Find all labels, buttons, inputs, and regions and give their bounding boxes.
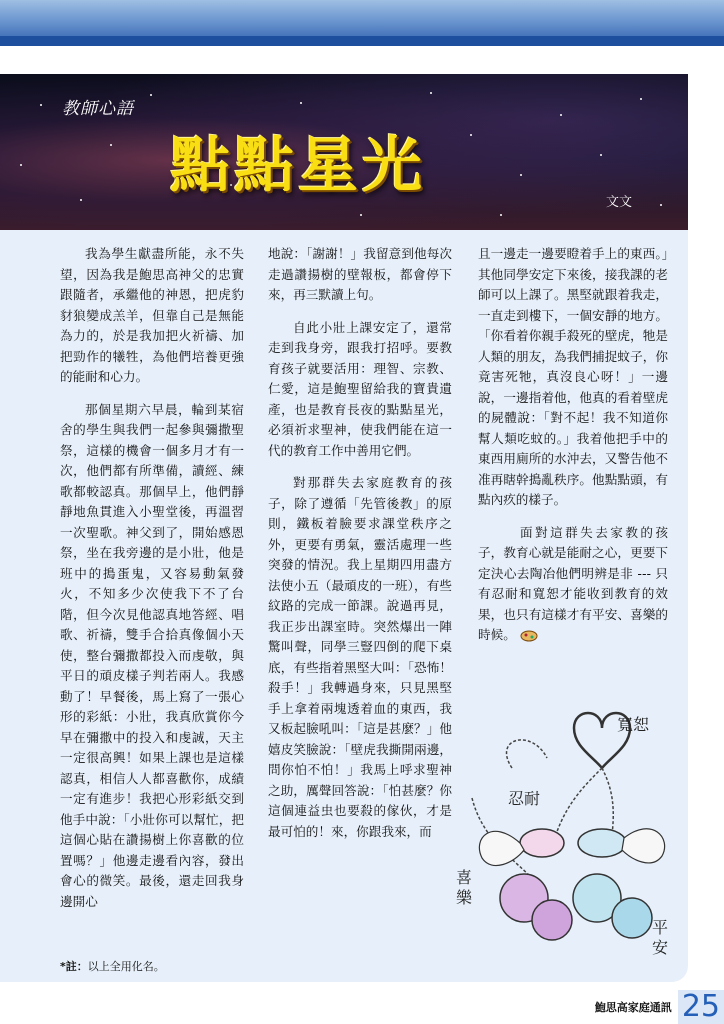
virtue-label: 寬恕 bbox=[617, 715, 650, 734]
article-title: 點點星光 bbox=[170, 131, 426, 201]
header-stripe bbox=[0, 36, 724, 46]
paragraph: 我為學生獻盡所能，永不失望，因為我是鮑思高神父的忠實跟隨者，承繼他的神恩，把虎豹豺狼變成羔羊，但靠自己是無能為力的，於是我加把火祈禱、加把勁作的犧牲，為他們培養更強的能耐和心力。 bbox=[60, 246, 244, 384]
paragraph: 地說：「謝謝！」我留意到他每次走過讚揚樹的壁報板，都會停下來，再三默讀上句。 bbox=[268, 246, 452, 302]
page-footer bbox=[595, 990, 724, 1024]
author-name: 文文 bbox=[606, 195, 633, 210]
paragraph-text: 面對這群失去家教的孩子，教育心就是能耐之心，更要下定決心去陶冶他們明辨是非 --- 只有忍耐和寬恕才能收到教育的效果，也只有這樣才有平安、喜樂的時候。 bbox=[478, 524, 668, 642]
footnote-text: 以上全用化名。 bbox=[87, 960, 165, 973]
page-number: 25 bbox=[678, 990, 724, 1024]
publication-name: 鮑思高家庭通訊 bbox=[594, 1001, 672, 1014]
paragraph: 對那群失去家庭教育的孩子，除了遵循「先管後教」的原則，鐵板着臉要求課堂秩序之外，更要有勇氣，靈活處理一些突發的情況。我上星期四用盡方法使小五（最頑皮的一班），有些紋路的完成一節課。說過再見，我正步出課室時。突然爆出一陣驚叫聲，同學三豎四倒的爬下桌底，有些指着黑堅大叫：「恐怖！殺手！」我轉過身來，只見黑堅手上拿着兩塊透着血的東西，我又板起臉吼叫：「這是甚麼？」他嬉皮笑臉說：「壁虎我撕開兩邊，問你怕不怕！」我馬上呼求聖神之助，厲聲回答說：「怕甚麼？你這個連益虫也要殺的傢伙，才是最可怕的！來，你跟我來，而 bbox=[268, 475, 452, 839]
rosary-illustration bbox=[452, 698, 676, 966]
virtue-label: 忍耐 bbox=[508, 789, 541, 808]
footnote bbox=[60, 958, 165, 974]
paragraph: 自此小壯上課安定了，還常走到我身旁，跟我打招呼。要教育孩子就要活用：理智、宗教、仁愛，這是鮑聖留給我的寶貴遺產，也是教育長夜的點點星光，必須祈求聖神，使我們能在這一代的教育工作中善用它們。 bbox=[268, 319, 452, 458]
footnote-marker: *註： bbox=[60, 960, 88, 973]
top-header-band bbox=[0, 0, 724, 46]
paragraph: 且一邊走一邊要瞪着手上的東西。」其他同學安定下來後，接我課的老師可以上課了。黑堅就跟着我走，一直走到樓下，一個安靜的地方。「你看着你親手殺死的壁虎，牠是人類的朋友，為我們捕捉蚊子，你竟害死牠，真沒良心呀！」一邊說，一邊指着他，他真的看着壁虎的屍體說：「對不起！我不知道你幫人類吃蚊的。」我着他把手中的東西用廁所的水沖去，又警告他不准再瞎幹搗亂秩序。他點點頭，有點內疚的樣子。 bbox=[478, 246, 668, 507]
paragraph: 那個星期六早晨，輪到某宿舍的學生與我們一起參與彌撒聖祭，這樣的機會一個多月才有一次，他們都有所準備，讀經、練歌都較認真。那個早上，他們靜靜地魚貫進入小聖堂後，再溫習一次聖歌。神父到了，開始感恩祭，坐在我旁邊的是小壯，他是班中的搗蛋鬼，又容易動氣發火，不知多少次使我下不了台階，但今次見他認真地答經、唱歌、祈禱，雙手合拾真像個小天使，整台彌撒都投入而虔敬，與平日的頑皮樣子判若兩人。我感動了！早餐後，馬上寫了一張心形的彩紙：小壯，我真欣賞你今早在彌撒中的投入和虔誠，天主一定很高興！如果上課也是這樣認真，相信人人都喜歡你，成績一定有進步！我把心形彩紙交到他手中說：「小壯你可以幫忙，把這個心貼在讚揚樹上你喜歡的位置嗎？」他邊走邊看內容，發出會心的微笑。最後，還走回我身邊開心 bbox=[60, 401, 244, 909]
text-column-1 bbox=[60, 244, 244, 924]
virtue-label: 平安 bbox=[652, 918, 669, 957]
virtue-label: 喜樂 bbox=[456, 868, 473, 907]
end-mark-icon bbox=[520, 630, 538, 642]
hero-banner bbox=[0, 74, 688, 230]
section-label: 教師心語 bbox=[62, 99, 134, 119]
paragraph bbox=[478, 523, 668, 646]
text-column-2 bbox=[268, 244, 452, 854]
text-column-3 bbox=[478, 244, 668, 658]
